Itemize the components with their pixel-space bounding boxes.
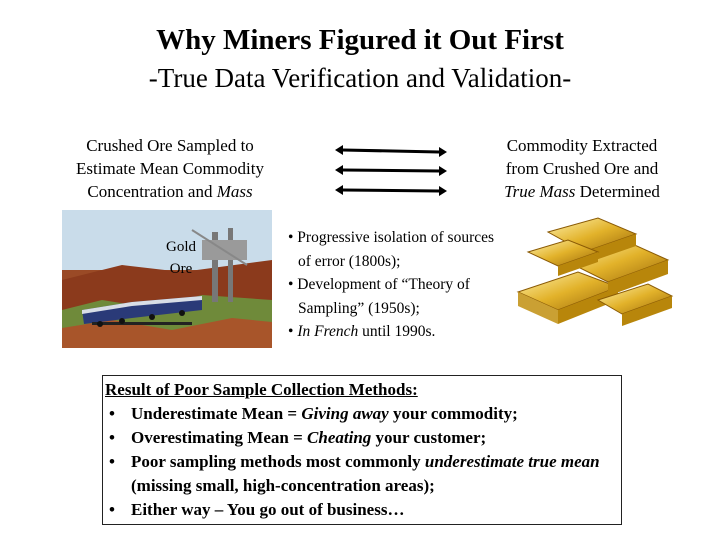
history-item: • Development of “Theory of Sampling” (1950s); [288, 276, 470, 317]
left-heading-line: Crushed Ore Sampled to [86, 136, 254, 155]
gold-ore-label-line: Gold [166, 239, 196, 255]
right-heading-line: True Mass Determined [504, 182, 660, 201]
left-heading-line: Estimate Mean Commodity [76, 159, 264, 178]
history-item: • Progressive isolation of sources of error (1800s); [288, 229, 495, 270]
slide-title: Why Miners Figured it Out First [156, 24, 564, 56]
result-item: • Overestimating Mean = Cheating your customer; [109, 428, 487, 447]
gold-bars-image [508, 212, 676, 340]
right-heading [470, 134, 694, 203]
left-heading [42, 134, 298, 203]
right-heading-line: Commodity Extracted [506, 136, 658, 155]
history-item: • In French until 1990s. [288, 323, 436, 340]
gold-ore-label-line: Ore [169, 261, 193, 277]
slide-subtitle: -True Data Verification and Validation- [148, 63, 572, 93]
result-item: • Poor sampling methods most commonly underestimate true mean (missing small, high-concentration areas); [109, 452, 600, 495]
gold-ore-label [152, 236, 210, 280]
left-heading-line: Concentration and Mass [87, 182, 253, 201]
result-heading: Result of Poor Sample Collection Methods: [105, 380, 418, 399]
right-heading-line: from Crushed Ore and [505, 159, 659, 178]
result-item: • Underestimate Mean = Giving away your commodity; [109, 404, 518, 423]
result-item: • Either way – You go out of business… [109, 500, 405, 519]
double-arrows-icon [335, 140, 447, 200]
result-box [102, 375, 622, 525]
history-list [286, 226, 506, 344]
